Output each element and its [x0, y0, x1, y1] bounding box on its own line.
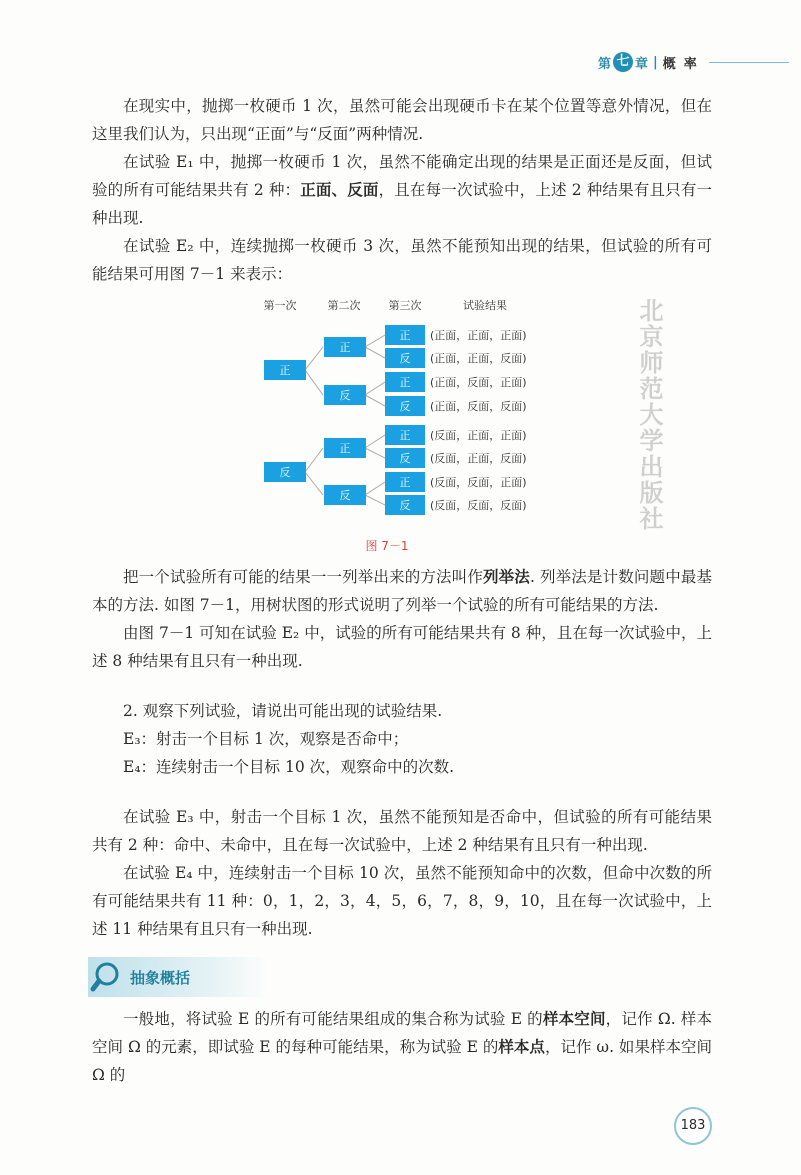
chapter-title: 概率	[662, 56, 705, 72]
bold-term: 样本点	[498, 1038, 545, 1056]
result-label: (反面，正面，反面)	[430, 452, 527, 465]
text: ，记作 Ω. 样本空间 Ω 的元素，即试验 E 的每种可能结果，称为试验 E 的	[92, 1010, 712, 1056]
text: . 列举法是计数问题中最基本的方法. 如图 7－1，用树状图的形式说明了列举一个试验的所有可能结果的方法.	[92, 568, 712, 614]
third-node-label: 反	[399, 400, 411, 413]
paragraph-1: 在现实中，抛掷一枚硬币 1 次，虽然可能会出现硬币卡在某个位置等意外情况，但在这里我们认为，只出现“正面”与“反面”两种情况.	[92, 97, 712, 143]
result-label: (反面，反面，正面)	[430, 476, 527, 489]
result-label: (正面，反面，正面)	[430, 376, 527, 389]
first-node-label: 正	[279, 364, 291, 377]
paragraph-3: 在试验 E₂ 中，连续抛掷一枚硬币 3 次，虽然不能预知出现的结果，但试验的所有可能结果可用图 7－1 来表示：	[92, 237, 712, 283]
header-rule	[709, 62, 789, 63]
figure	[92, 292, 712, 537]
second-node-label: 正	[339, 442, 351, 455]
watermark: 北京师范大学出版社	[635, 298, 663, 532]
third-node-label: 反	[399, 499, 411, 512]
paragraph-4	[92, 563, 712, 619]
text: ，且在每一次试验中，上述 2 种结果有且只有一种出现.	[92, 181, 712, 227]
paragraph-2	[92, 148, 712, 232]
section-banner	[88, 957, 268, 997]
third-node-label: 反	[399, 352, 411, 365]
text: 在试验 E₁ 中，抛掷一枚硬币 1 次，虽然不能确定出现的结果是正面还是反面，但试验的所有可能结果共有 2 种：	[92, 153, 712, 199]
text: 一般地，将试验 E 的所有可能结果组成的集合称为试验 E 的	[123, 1010, 543, 1028]
bold-term: 列举法	[483, 568, 530, 586]
header-separator: |	[653, 54, 658, 70]
third-node-label: 正	[399, 329, 411, 342]
tree-diagram	[250, 292, 550, 537]
second-node-label: 正	[339, 341, 351, 354]
text: 把一个试验所有可能的结果一一列举出来的方法叫作	[123, 568, 483, 586]
main-column	[92, 0, 712, 1175]
tree-branches	[305, 335, 385, 505]
chapter-suffix: 章	[635, 56, 649, 72]
result-label: (反面，反面，反面)	[430, 499, 527, 512]
chapter-prefix: 第	[598, 56, 612, 72]
result-label: (正面，正面，正面)	[430, 329, 527, 342]
paragraph-7: 在试验 E₄ 中，连续射击一个目标 10 次，虽然不能预知命中的次数，但命中次数的所有可能结果共有 11 种：0，1，2，3，4，5，6，7，8，9，10，且在每一次试验中，上述 11 种结果有且只有一种出现.	[92, 864, 712, 938]
result-label: (反面，正面，正面)	[430, 429, 527, 442]
first-node-label: 反	[279, 466, 291, 479]
second-node-label: 反	[339, 389, 351, 402]
lightbulb-icon	[88, 960, 122, 994]
section-banner-label: 抽象概括	[130, 968, 191, 987]
bold-term: 正面、反面	[300, 181, 379, 199]
result-label: (正面，反面，反面)	[430, 400, 527, 413]
second-node-label: 反	[339, 489, 351, 502]
header-second: 第二次	[327, 299, 361, 312]
text: ，记作 ω. 如果样本空间 Ω 的	[92, 1038, 712, 1084]
paragraph-6: 在试验 E₃ 中，射击一个目标 1 次，虽然不能预知是否命中，但试验的所有可能结果共有 2 种：命中、未命中，且在每一次试验中，上述 2 种结果有且只有一种出现.	[92, 808, 712, 854]
third-node-label: 正	[399, 376, 411, 389]
figure-caption: 图 7－1	[365, 539, 409, 553]
question-line-2: E₃：射击一个目标 1 次，观察是否命中；	[123, 730, 409, 748]
header-first: 第一次	[263, 299, 297, 312]
question-line-1: 2. 观察下列试验，请说出可能出现的试验结果.	[123, 702, 443, 720]
third-node-label: 正	[399, 429, 411, 442]
bold-term: 样本空间	[542, 1010, 606, 1028]
third-node-label: 正	[399, 476, 411, 489]
third-node-label: 反	[399, 452, 411, 465]
page-number: 183	[674, 1107, 712, 1145]
chapter-number: 七	[613, 52, 633, 72]
header-third: 第三次	[388, 299, 422, 312]
question-line-3: E₄：连续射击一个目标 10 次，观察命中的次数.	[123, 758, 455, 776]
paragraph-8	[92, 1005, 712, 1089]
result-label: (正面，正面，反面)	[430, 352, 527, 365]
header-results: 试验结果	[463, 299, 507, 312]
paragraph-5: 由图 7－1 可知在试验 E₂ 中，试验的所有可能结果共有 8 种，且在每一次试验中，上述 8 种结果有且只有一种出现.	[92, 624, 712, 670]
